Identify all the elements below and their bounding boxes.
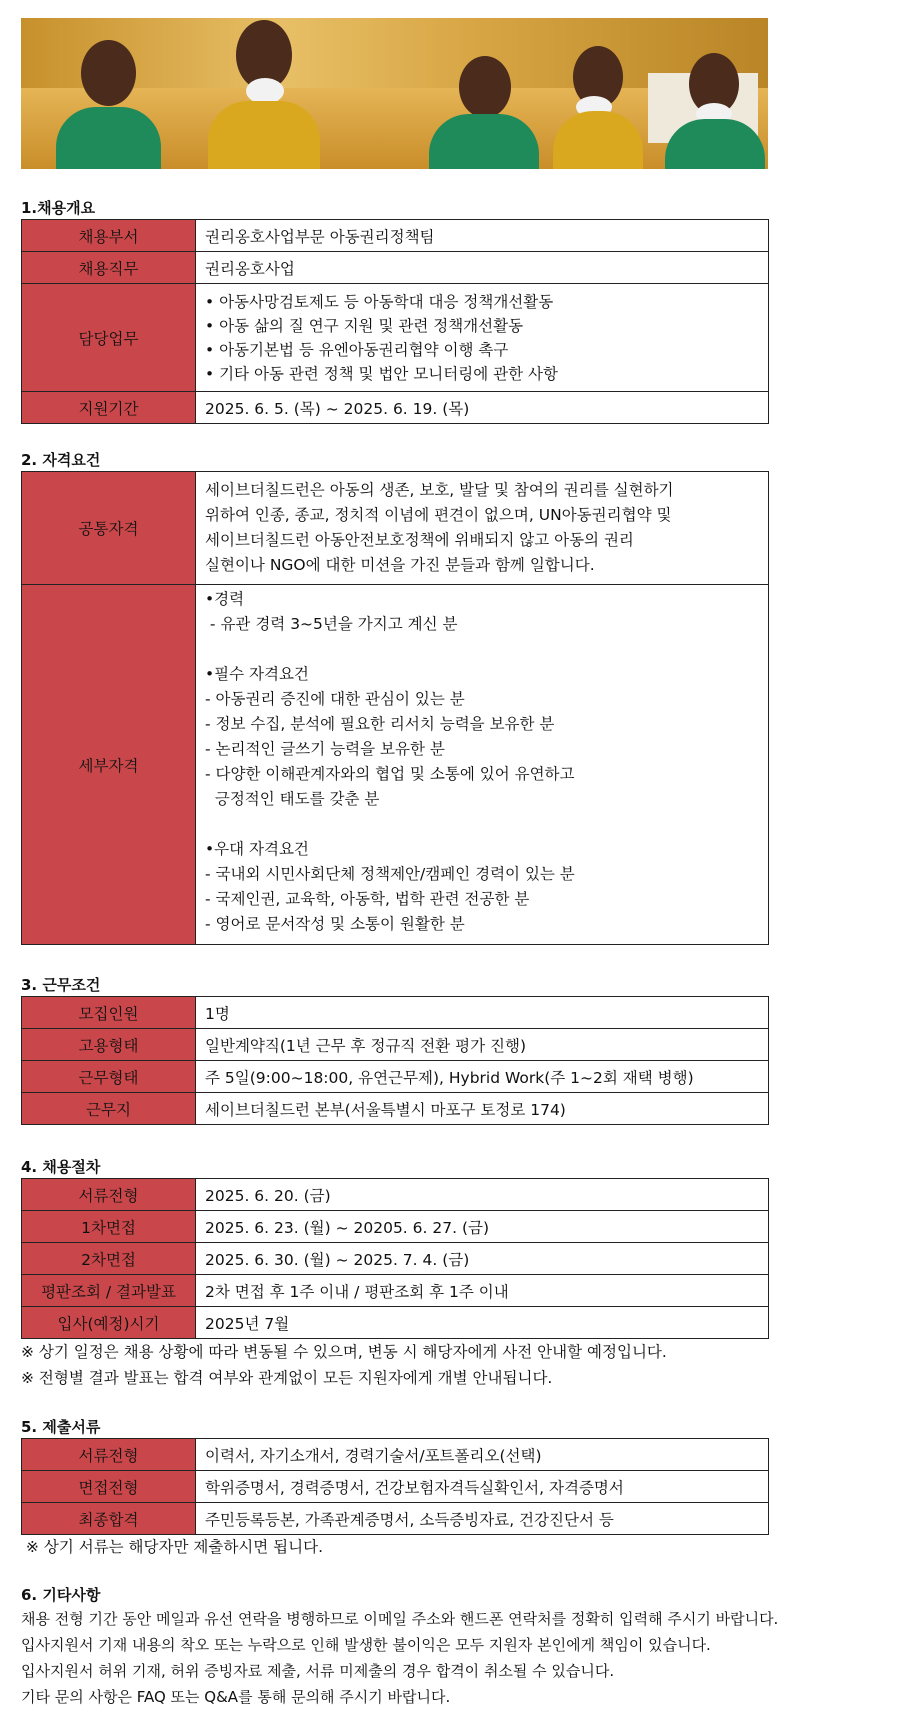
common-line: 실현이나 NGO에 대한 미션을 가진 분들과 함께 일합니다.: [205, 556, 595, 574]
section-title-process: 4. 채용절차: [21, 1158, 101, 1176]
detail-line: •우대 자격요건: [205, 840, 309, 858]
row-label: 담당업무: [22, 284, 196, 392]
detail-line: 긍정적인 태도를 갖춘 분: [205, 790, 380, 808]
detail-line: [205, 637, 768, 662]
detail-line: [205, 812, 768, 837]
detail-line: •경력: [205, 590, 245, 608]
row-label: 모집인원: [22, 997, 196, 1029]
detail-line: •필수 자격요건: [205, 665, 309, 683]
table-row: [22, 1211, 769, 1243]
table-row: [22, 1093, 769, 1125]
detail-line: - 아동권리 증진에 대한 관심이 있는 분: [205, 690, 465, 708]
etc-line: 채용 전형 기간 동안 메일과 유선 연락을 병행하므로 이메일 주소와 핸드폰 연락처를 정확히 입력해 주시기 바랍니다.: [21, 1610, 779, 1628]
row-label: 1차면접: [22, 1211, 196, 1243]
row-value: 2025. 6. 20. (금): [196, 1179, 769, 1211]
table-row: [22, 585, 769, 945]
table-row: [22, 392, 769, 424]
row-label: 세부자격: [22, 585, 196, 945]
row-label: 고용형태: [22, 1029, 196, 1061]
section-title-overview: 1.채용개요: [21, 199, 96, 217]
row-value: 세이브더칠드런 본부(서울특별시 마포구 토정로 174): [196, 1093, 769, 1125]
table-row: [22, 1275, 769, 1307]
table-row: [22, 1061, 769, 1093]
row-label: 평판조회 / 결과발표: [22, 1275, 196, 1307]
row-value: 주 5일(9:00~18:00, 유연근무제), Hybrid Work(주 1~2회 재택 병행): [196, 1061, 769, 1093]
row-value: 2025년 7월: [196, 1307, 769, 1339]
common-line: 세이브더칠드런 아동안전보호정책에 위배되지 않고 아동의 권리: [205, 531, 634, 549]
detail-line: - 국제인권, 교육학, 아동학, 법학 관련 전공한 분: [205, 890, 530, 908]
conditions-table: [21, 996, 769, 1125]
row-value: 주민등록등본, 가족관계증명서, 소득증빙자료, 건강진단서 등: [196, 1503, 769, 1535]
documents-table: [21, 1438, 769, 1535]
table-row: [22, 1503, 769, 1535]
row-value: 이력서, 자기소개서, 경력기술서/포트폴리오(선택): [196, 1439, 769, 1471]
duty-line: • 아동기본법 등 유엔아동권리협약 이행 촉구: [205, 340, 509, 359]
detail-line: - 유관 경력 3~5년을 가지고 계신 분: [205, 615, 458, 633]
table-row: [22, 472, 769, 585]
hero-child-2: [196, 18, 326, 169]
row-value: 2025. 6. 30. (월) ~ 2025. 7. 4. (금): [196, 1243, 769, 1275]
documents-note: ※ 상기 서류는 해당자만 제출하시면 됩니다.: [21, 1538, 324, 1556]
row-label: 채용직무: [22, 252, 196, 284]
row-label: 2차면접: [22, 1243, 196, 1275]
etc-line: 기타 문의 사항은 FAQ 또는 Q&A를 통해 문의해 주시기 바랍니다.: [21, 1688, 451, 1706]
detail-line: - 다양한 이해관계자와의 협업 및 소통에 있어 유연하고: [205, 765, 575, 783]
table-row: [22, 284, 769, 392]
hero-child-4: [551, 18, 646, 169]
duty-line: • 아동 삶의 질 연구 지원 및 관련 정책개선활동: [205, 316, 524, 335]
section-title-qualifications: 2. 자격요건: [21, 451, 101, 469]
row-label: 면접전형: [22, 1471, 196, 1503]
table-row: [22, 252, 769, 284]
row-value: 권리옹호사업부문 아동권리정책팀: [196, 220, 769, 252]
table-row: [22, 1307, 769, 1339]
row-label: 공통자격: [22, 472, 196, 585]
table-row: [22, 220, 769, 252]
detail-line: - 정보 수집, 분석에 필요한 리서치 능력을 보유한 분: [205, 715, 555, 733]
qualifications-table: [21, 471, 769, 945]
common-line: 세이브더칠드런은 아동의 생존, 보호, 발달 및 참여의 권리를 실현하기: [205, 481, 674, 499]
overview-table: [21, 219, 769, 424]
hero-photo: [21, 18, 768, 169]
section-title-conditions: 3. 근무조건: [21, 976, 101, 994]
section-title-etc: 6. 기타사항: [21, 1586, 101, 1604]
common-line: 위하여 인종, 종교, 정치적 이념에 편견이 없으며, UN아동권리협약 및: [205, 506, 672, 524]
row-value: 권리옹호사업: [196, 252, 769, 284]
row-label: 최종합격: [22, 1503, 196, 1535]
detail-line: - 논리적인 글쓰기 능력을 보유한 분: [205, 740, 445, 758]
detail-line: - 국내외 시민사회단체 정책제안/캠페인 경력이 있는 분: [205, 865, 575, 883]
row-value: 2차 면접 후 1주 이내 / 평판조회 후 1주 이내: [196, 1275, 769, 1307]
detail-qualification-cell: [196, 585, 769, 945]
table-row: [22, 1179, 769, 1211]
schedule-note: ※ 전형별 결과 발표는 합격 여부와 관계없이 모든 지원자에게 개별 안내됩니다.: [21, 1369, 553, 1387]
process-table: [21, 1178, 769, 1339]
hero-child-3: [421, 18, 541, 169]
schedule-note: ※ 상기 일정은 채용 상황에 따라 변동될 수 있으며, 변동 시 해당자에게 사전 안내할 예정입니다.: [21, 1343, 667, 1361]
etc-line: 입사지원서 기재 내용의 착오 또는 누락으로 인해 발생한 불이익은 모두 지원자 본인에게 책임이 있습니다.: [21, 1636, 711, 1654]
hero-child-5: [661, 18, 766, 169]
table-row: [22, 997, 769, 1029]
detail-line: - 영어로 문서작성 및 소통이 원활한 분: [205, 915, 465, 933]
duty-line: • 아동사망검토제도 등 아동학대 대응 정책개선활동: [205, 292, 554, 311]
row-label: 서류전형: [22, 1439, 196, 1471]
row-value: 2025. 6. 23. (월) ~ 20205. 6. 27. (금): [196, 1211, 769, 1243]
common-qualification-cell: [196, 472, 769, 585]
section-title-documents: 5. 제출서류: [21, 1418, 101, 1436]
row-value: 학위증명서, 경력증명서, 건강보험자격득실확인서, 자격증명서: [196, 1471, 769, 1503]
table-row: [22, 1029, 769, 1061]
duty-line: • 기타 아동 관련 정책 및 법안 모니터링에 관한 사항: [205, 364, 558, 383]
table-row: [22, 1243, 769, 1275]
row-label: 채용부서: [22, 220, 196, 252]
etc-line: 입사지원서 허위 기재, 허위 증빙자료 제출, 서류 미제출의 경우 합격이 취소될 수 있습니다.: [21, 1662, 615, 1680]
table-row: [22, 1471, 769, 1503]
row-label: 지원기간: [22, 392, 196, 424]
row-label: 근무지: [22, 1093, 196, 1125]
row-value: 2025. 6. 5. (목) ~ 2025. 6. 19. (목): [196, 392, 769, 424]
hero-child-1: [51, 18, 161, 169]
row-label: 서류전형: [22, 1179, 196, 1211]
row-label: 입사(예정)시기: [22, 1307, 196, 1339]
row-label: 근무형태: [22, 1061, 196, 1093]
table-row: [22, 1439, 769, 1471]
duties-cell: [196, 284, 769, 392]
row-value: 일반계약직(1년 근무 후 정규직 전환 평가 진행): [196, 1029, 769, 1061]
row-value: 1명: [196, 997, 769, 1029]
